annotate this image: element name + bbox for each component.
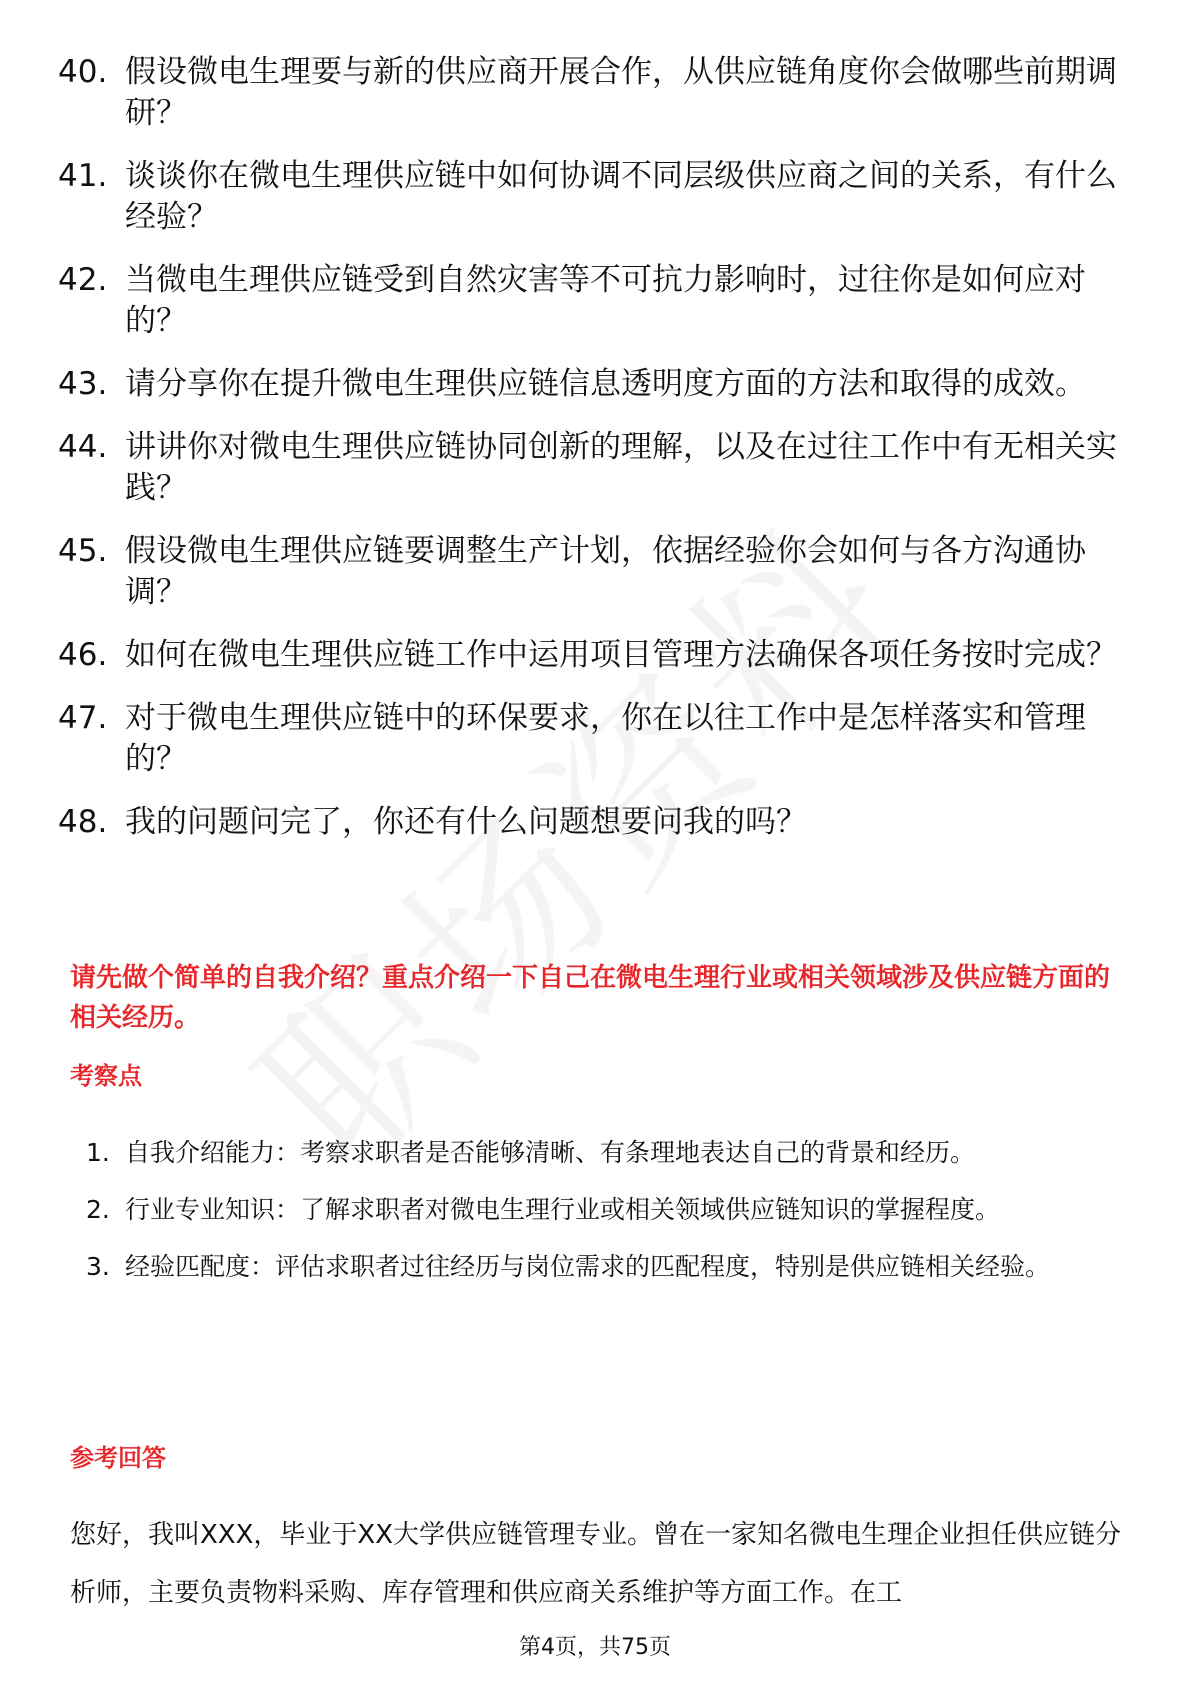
point-number: 1. (86, 1138, 110, 1167)
question-item (58, 52, 1138, 134)
question-number: 46. (58, 637, 108, 673)
question-item (58, 635, 1138, 676)
question-list (58, 52, 1138, 865)
question-heading: 请先做个简单的自我介绍？重点介绍一下自己在微电生理行业或相关领域涉及供应链方面的相关经历。 (70, 963, 1111, 1033)
inspection-point (70, 1181, 1130, 1238)
question-item (58, 156, 1138, 238)
question-item (58, 531, 1138, 613)
question-number: 43. (58, 366, 108, 402)
inspection-title: 考察点 (70, 1062, 142, 1090)
question-number: 42. (58, 262, 108, 298)
question-text: 假设微电生理供应链要调整生产计划，依据经验你会如何与各方沟通协调？ (125, 533, 1086, 610)
question-text: 对于微电生理供应链中的环保要求，你在以往工作中是怎样落实和管理的？ (125, 700, 1086, 777)
question-number: 47. (58, 700, 108, 736)
question-number: 48. (58, 804, 108, 840)
point-text: 自我介绍能力：考察求职者是否能够清晰、有条理地表达自己的背景和经历。 (125, 1138, 976, 1167)
point-number: 3. (86, 1252, 110, 1281)
question-number: 41. (58, 158, 108, 194)
point-number: 2. (86, 1195, 110, 1224)
question-item (58, 364, 1138, 405)
question-text: 假设微电生理要与新的供应商开展合作，从供应链角度你会做哪些前期调研？ (125, 54, 1117, 131)
question-text: 当微电生理供应链受到自然灾害等不可抗力影响时，过往你是如何应对的？ (125, 262, 1086, 339)
question-text: 讲讲你对微电生理供应链协同创新的理解，以及在过往工作中有无相关实践？ (125, 429, 1117, 506)
question-text: 谈谈你在微电生理供应链中如何协调不同层级供应商之间的关系，有什么经验？ (125, 158, 1117, 235)
question-number: 40. (58, 54, 108, 90)
question-number: 44. (58, 429, 108, 465)
question-item (58, 260, 1138, 342)
reference-title: 参考回答 (70, 1444, 166, 1472)
question-number: 45. (58, 533, 108, 569)
point-text: 行业专业知识：了解求职者对微电生理行业或相关领域供应链知识的掌握程度。 (125, 1195, 1001, 1224)
question-item (58, 802, 1138, 843)
inspection-point (70, 1238, 1130, 1295)
inspection-points (70, 1124, 1130, 1295)
point-text: 经验匹配度：评估求职者过往经历与岗位需求的匹配程度，特别是供应链相关经验。 (125, 1252, 1051, 1281)
inspection-point (70, 1124, 1130, 1181)
question-item (58, 427, 1138, 509)
reference-answer: 您好，我叫XXX，毕业于XX大学供应链管理专业。曾在一家知名微电生理企业担任供应链分析师，主要负责物料采购、库存管理和供应商关系维护等方面工作。在工 (70, 1520, 1122, 1608)
question-item (58, 698, 1138, 780)
page-footer: 第4页，共75页 (519, 1635, 671, 1660)
question-text: 请分享你在提升微电生理供应链信息透明度方面的方法和取得的成效。 (125, 366, 1086, 402)
question-text: 如何在微电生理供应链工作中运用项目管理方法确保各项任务按时完成？ (125, 637, 1117, 673)
question-text: 我的问题问完了，你还有什么问题想要问我的吗？ (125, 804, 807, 840)
